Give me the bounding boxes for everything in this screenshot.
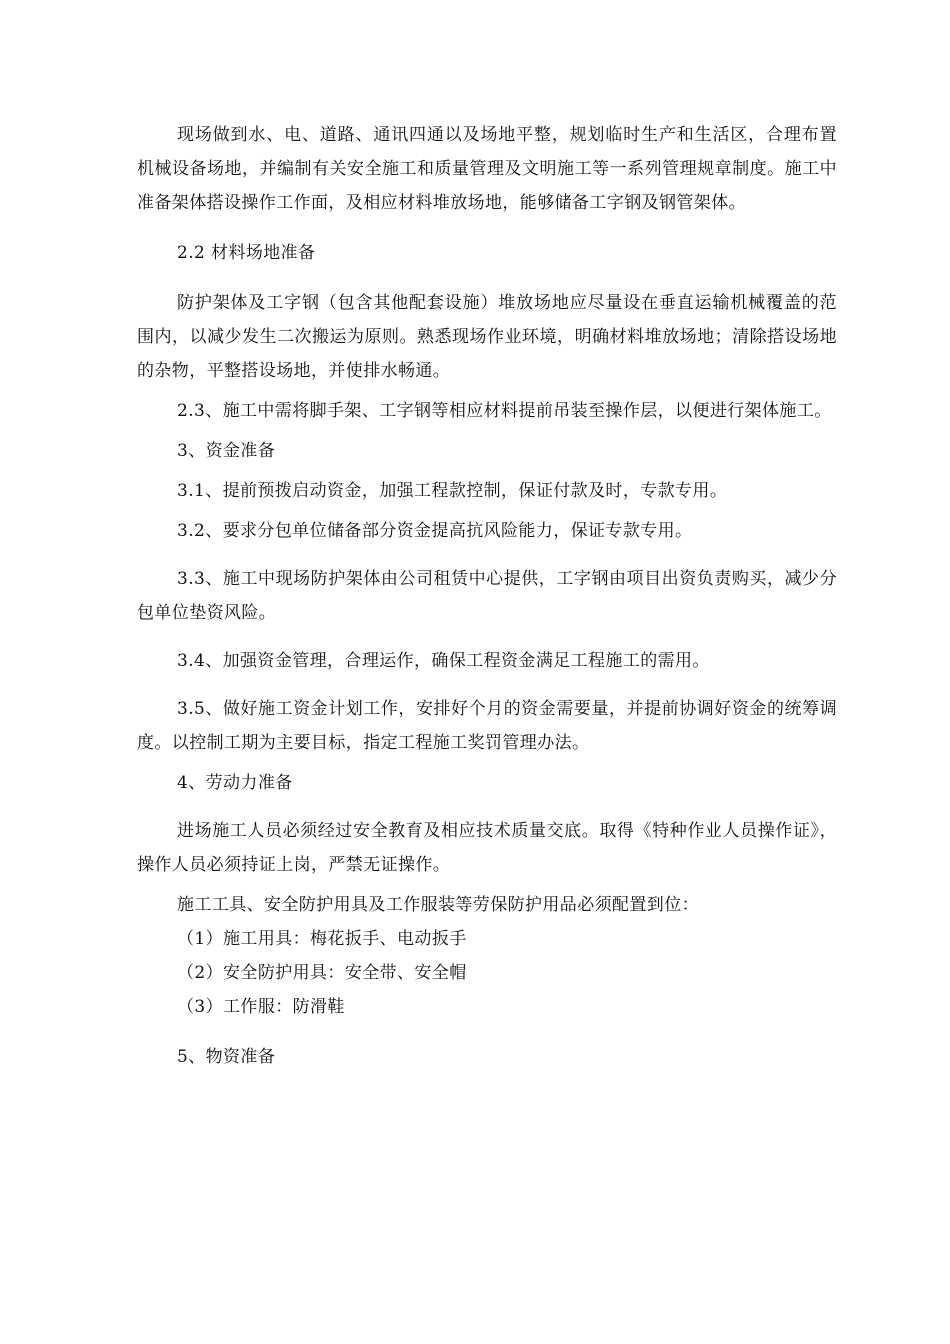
paragraph-funding-3-2: 3.2、要求分包单位储备部分资金提高抗风险能力，保证专款专用。 xyxy=(177,521,693,541)
paragraph-labor-training: 进场施工人员必须经过安全教育及相应技术质量交底。取得《特种作业人员操作证》，操作人员必须持证上岗，严禁无证操作。 xyxy=(137,821,837,875)
list-item-tools: （1）施工用具：梅花扳手、电动扳手 xyxy=(177,929,467,949)
list-item-safety-gear: （2）安全防护用具：安全带、安全帽 xyxy=(177,963,467,983)
heading-material-site-preparation: 2.2 材料场地准备 xyxy=(177,243,316,263)
heading-funding-preparation: 3、资金准备 xyxy=(177,441,276,461)
document-body xyxy=(137,118,837,1074)
heading-labor-preparation: 4、劳动力准备 xyxy=(177,773,293,793)
paragraph-storage-area: 防护架体及工字钢（包含其他配套设施）堆放场地应尽量设在垂直运输机械覆盖的范围内，以减少发生二次搬运为原则。熟悉现场作业环境，明确材料堆放场地；清除搭设场地的杂物，平整搭设场地，并使排水畅通。 xyxy=(137,293,837,381)
list-item-workwear: （3）工作服：防滑鞋 xyxy=(177,997,345,1017)
paragraph-hoisting: 2.3、施工中需将脚手架、工字钢等相应材料提前吊装至操作层，以便进行架体施工。 xyxy=(177,401,832,421)
paragraph-funding-3-5: 3.5、做好施工资金计划工作，安排好个月的资金需要量，并提前协调好资金的统筹调度。以控制工期为主要目标，指定工程施工奖罚管理办法。 xyxy=(137,699,837,753)
heading-material-preparation: 5、物资准备 xyxy=(177,1047,276,1067)
paragraph-funding-3-3: 3.3、施工中现场防护架体由公司租赁中心提供，工字钢由项目出资负责购买，减少分包单位垫资风险。 xyxy=(137,569,837,623)
paragraph-funding-3-1: 3.1、提前预拨启动资金，加强工程款控制，保证付款及时，专款专用。 xyxy=(177,481,728,501)
paragraph-site-preparation: 现场做到水、电、道路、通讯四通以及场地平整，规划临时生产和生活区，合理布置机械设备场地，并编制有关安全施工和质量管理及文明施工等一系列管理规章制度。施工中准备架体搭设操作工作面，及相应材料堆放场地，能够储备工字钢及钢管架体。 xyxy=(137,125,837,213)
paragraph-funding-3-4: 3.4、加强资金管理，合理运作，确保工程资金满足工程施工的需用。 xyxy=(177,651,710,671)
paragraph-protective-equipment: 施工工具、安全防护用具及工作服装等劳保防护用品必须配置到位： xyxy=(177,895,699,915)
